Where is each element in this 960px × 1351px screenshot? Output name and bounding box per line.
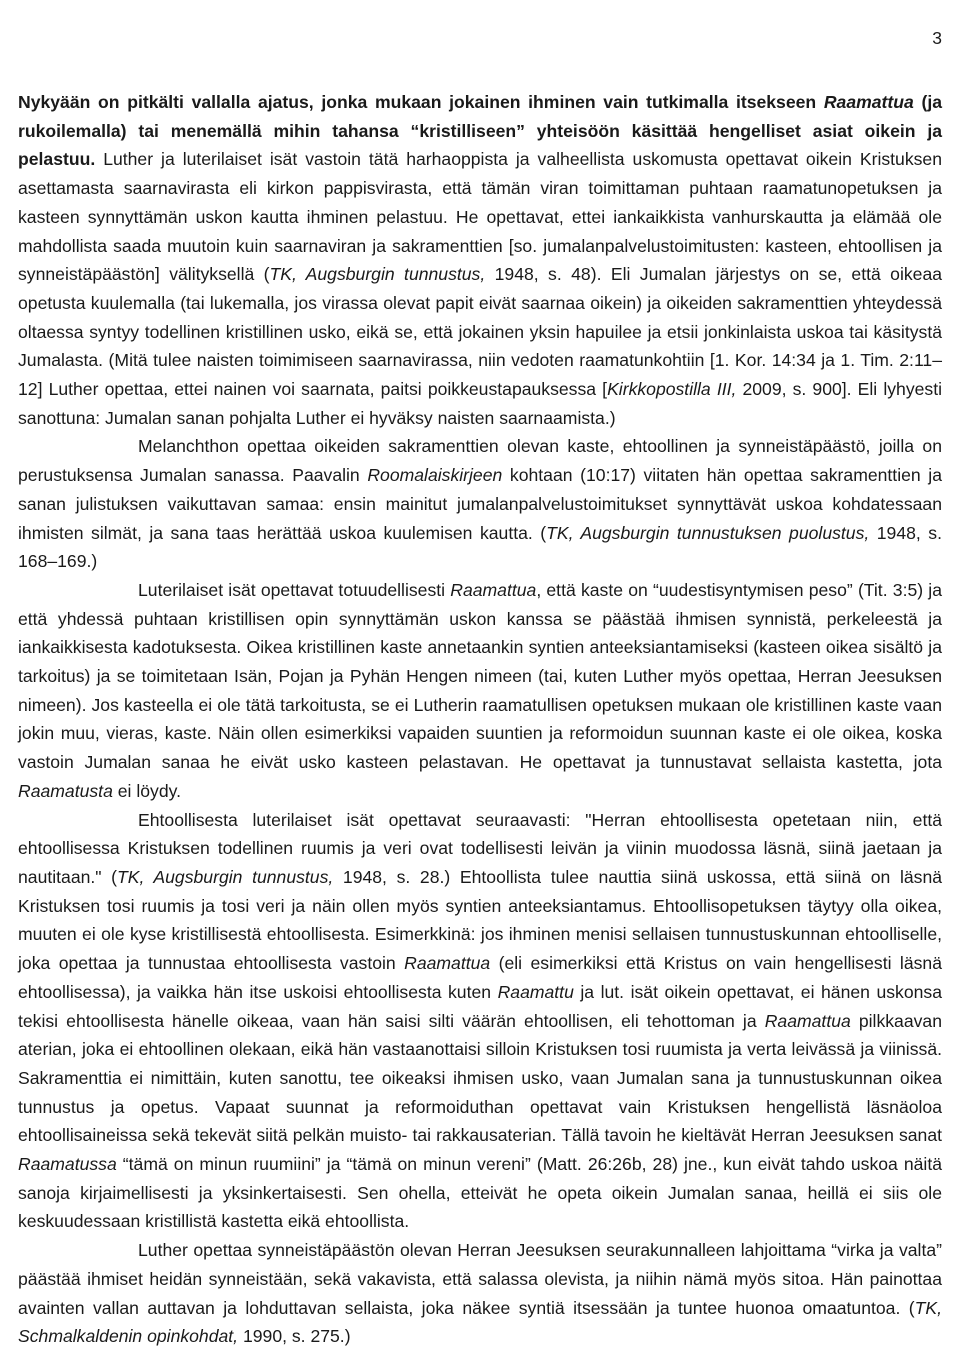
text-run: Ehtoollisesta luterilaiset isät opettavat seuraavasti: "Herran ehtoollisesta opetetaan niin, että ehtoollisessa Kristuksen todellinen ruumis ja veri ovat todellisesti leivän ja viinin muodossa läsnä, siinä jaetaan ja nautitaan." ( (18, 809, 942, 887)
text-run-italic: Raamattua (404, 953, 491, 974)
text-run: Luther ja luterilaiset isät vastoin tätä harhaoppista ja valheellista uskomusta opettavat oikein Kristuksen asettamasta saarnavirasta eli kirkon pappisvirasta, että tämän viran toimittaman puhtaan raamatunopetuksen ja kasteen synnyttämän uskon kautta ihminen pelastuu. He opettavat, ettei iankaikkista vanhurskautta ja elämää ole mahdollista saada muutoin kuin saarnaviran ja sakramenttien [so. jumalanpalvelustoimitusten: kasteen, ehtoollisen ja synneistäpäästön] välityksellä ( (18, 149, 942, 285)
text-run-italic: Raamatussa (18, 1154, 117, 1175)
text-run-bold (824, 92, 914, 112)
page-body (18, 88, 942, 1351)
page-number: 3 (932, 28, 942, 48)
text-run: 1948, s. 168–169.) (18, 522, 942, 572)
text-run: , että kaste on “uudestisyntymisen peso” (Tit. 3:5) ja että yhdessä puhtaan kristillisen opin synnyttämän uskon kanssa se päästää ihmisen synnistä, perkeleestä ja iankaikkisesta kadotuksesta. Oikea kristillinen kaste annetaankin syntien anteeksiantamiseksi (kasteen oikea sisältö ja tarkoitus) ja se toimitetaan Isän, Pojan ja Pyhän Hengen nimeen (tai, kuten Luther myös opettaa, Herran Jeesuksen nimeen). Jos kasteella ei ole tätä tarkoitusta, se ei Lutherin raamatullisen opetuksen mukaan ole kristillinen kaste vaan jokin muu, vieras, kaste. Näin ollen esimerkiksi vapaiden suuntien ja reformoidun suunnan kaste ei ole oikea, koska vastoin Jumalan sanaa he eivät usko kasteen pelastavan. He opettavat ja tunnustavat sellaista kastetta, jota (18, 579, 942, 773)
paragraph (18, 432, 942, 576)
text-run-italic: Raamattua (450, 579, 537, 600)
text-run: pilkkaavan aterian, joka ei ehtoollinen olekaan, eikä hän vastaanottaisi silloin Kristuksen tosi ruumista ja verta leivässä ja viinissä. Sakramenttia ei nimittäin, kuten sanottu, tee oikeaksi ihmisen usko, vaan Jumalan sana ja tunnustuskunnan oikea tunnustus ja opetus. Vapaat suunnat ja reformoiduthan opettavat vain Kristuksen hengellistä läsnäoloa ehtoollisaineissa sekä tekevät siitä pelkän muisto- tai rakkausaterian. Tällä tavoin he kieltävät Herran Jeesuksen sanat (18, 1010, 942, 1146)
paragraph (18, 88, 942, 432)
text-run: ei löydy. (112, 780, 181, 801)
text-run-italic: Raamattua (764, 1010, 851, 1031)
text-run: 1948, s. 28.) Ehtoollista tulee nauttia siinä uskossa, että siinä on läsnä Kristuksen tosi ruumis ja tosi veri ja näin ollen myös syntien anteeksiantamus. Ehtoollisopetuksen täytyy olla oikea, muuten ei ole kyse kristillisestä ehtoollisesta. Esimerkkinä: jos ihminen menisi sellaisen tunnustuskunnan ehtoolliselle, joka opettaa ja tunnustaa ehtoollisesta vastoin (18, 866, 943, 974)
text-run: (eli esimerkiksi että Kristus on vain hengellisesti läsnä ehtoollisessa), ja vaikka hän itse uskoisi ehtoollisesta kuten (18, 953, 942, 1002)
text-run-italic: Roomalaiskirjeen (367, 465, 503, 486)
paragraph-container (18, 88, 942, 1351)
text-run: 1990, s. 275.) (238, 1326, 351, 1347)
text-run-italic: TK, Augsburgin tunnustus, (269, 264, 486, 285)
text-run: 1948, s. 48). Eli Jumalan järjestys on se, että oikeaa opetusta kuulemalla (tai lukemalla, jos virassa olevat papit eivät saarnaa oikein) ja oikeiden sakramenttien yhteydessä oltaessa syntyy todellinen kristillinen usko, eikä se, että jokainen yksin hapuilee ja etsii jonkinlaista uskoa tai käsitystä Jumalasta. (Mitä tulee naisten toimimiseen saarnavirassa, niin vedoten raamatunkohtiin [1. Kor. 14:34 ja 1. Tim. 2:11–12] Luther opettaa, ettei nainen voi saarnata, paitsi poikkeustapauksessa [ (18, 264, 943, 400)
paragraph (18, 806, 942, 1237)
text-run: kohtaan (10:17) viitaten hän opettaa sakramenttien ja sanan julistuksen vaikuttavan samaa: ensin mainitut jumalanpalvelustoimitukset synnyttävät uskoa kohdatessaan ihmisten silmät, ja sana taas herättää uskoa kuulemisen kautta. ( (18, 465, 942, 543)
text-run: 2009, s. 900]. Eli lyhyesti sanottuna: Jumalan sanan pohjalta Luther ei hyväksy naisten saarnaamista.) (18, 379, 942, 428)
text-run-bold: Nykyään on pitkälti vallalla ajatus, jonka mukaan jokainen ihminen vain tutkimalla itsekseen (18, 92, 824, 112)
text-run-italic: TK, Augsburgin tunnustus, (117, 866, 334, 887)
text-run-italic: TK, Schmalkaldenin opinkohdat, (18, 1297, 942, 1347)
text-run-bold: (ja rukoilemalla) tai menemällä mihin tahansa “kristilliseen” yhteisöön käsittää hengelliset asiat oikein ja pelastuu. (18, 92, 942, 170)
text-run-bold-italic: Raamattua (823, 92, 914, 112)
text-run: Luterilaiset isät opettavat totuudellisesti (138, 579, 451, 600)
paragraph (18, 576, 942, 806)
text-run-italic: Kirkkopostilla III, (607, 379, 737, 400)
text-run-italic: Raamatusta (18, 780, 113, 801)
text-run: “tämä on minun ruumiini” ja “tämä on minun vereni” (Matt. 26:26b, 28) jne., kun eivät tahdo uskoa näitä sanoja kirjaimellisesti ja yksinkertaisesti. Sen ohella, etteivät he opeta oikein Jumalan sanaa, heillä ei siis ole keskuudessaan kristillistä kastetta eikä ehtoollista. (18, 1154, 942, 1232)
text-run-italic: Raamattu (497, 981, 574, 1002)
text-run: ja lut. isät oikein opettavat, ei hänen uskonsa tekisi ehtoollisesta hänelle oikeaa, vaan hän saisi silti väärän ehtoollisen, eli tehottoman ja (18, 981, 942, 1031)
paragraph (18, 1236, 942, 1351)
text-run: Luther opettaa synneistäpäästön olevan Herran Jeesuksen seurakunnalleen lahjoittama “virka ja valta” päästää ihmiset heidän synneistään, sekä vakavista, että salassa olevista, ja niihin nämä myös sitoa. Hän painottaa avainten vallan auttavan ja lohduttavan sellaista, joka näkee syntiä itsessään ja tuntee huonoa omaatuntoa. ( (18, 1240, 942, 1318)
text-run: Melanchthon opettaa oikeiden sakramenttien olevan kaste, ehtoollinen ja synneistäpäästö, joilla on perustuksensa Jumalan sanassa. Paavalin (18, 436, 942, 486)
text-run-italic: TK, Augsburgin tunnustuksen puolustus, (546, 522, 870, 543)
